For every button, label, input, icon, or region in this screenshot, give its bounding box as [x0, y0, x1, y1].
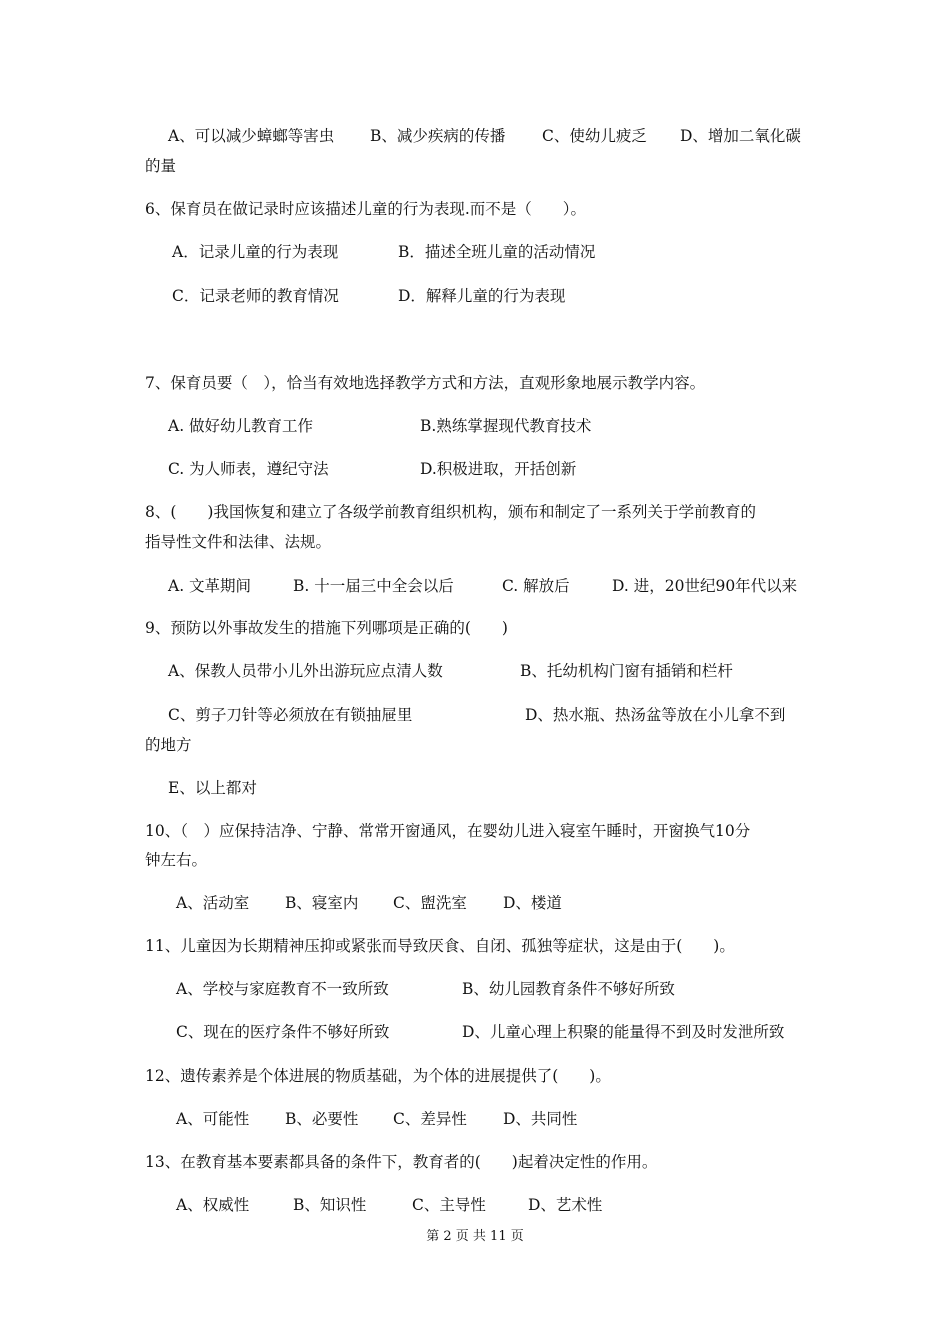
- q10-stem-line-1: 10、（ ）应保持洁净、宁静、常常开窗通风，在婴幼儿进入寝室午睡时，开窗换气10分: [145, 822, 751, 840]
- q13-option-d: D、艺术性: [528, 1196, 603, 1214]
- q12-stem: 12、遗传素养是个体进展的物质基础，为个体的进展提供了( )。: [145, 1067, 611, 1085]
- q7-option-d: D.积极进取，开括创新: [420, 460, 577, 478]
- q13-stem: 13、在教育基本要素都具备的条件下，教育者的( )起着决定性的作用。: [145, 1153, 658, 1171]
- q6-option-b: B．描述全班儿童的活动情况: [398, 243, 596, 261]
- q7-option-a: A. 做好幼儿教育工作: [168, 417, 314, 435]
- q5-option-d: D、增加二氧化碳: [680, 127, 801, 145]
- q8-stem-line-1: 8、( )我国恢复和建立了各级学前教育组织机构，颁布和制定了一系列关于学前教育的: [145, 503, 756, 521]
- q9-option-e: E、以上都对: [168, 779, 257, 797]
- q12-option-c: C、差异性: [393, 1110, 467, 1128]
- q7-option-c: C. 为人师表，遵纪守法: [168, 460, 329, 478]
- q10-option-c: C、盥洗室: [393, 894, 467, 912]
- q5-option-a: A、可以减少蟑螂等害虫: [168, 127, 335, 145]
- q10-stem-line-2: 钟左右。: [145, 851, 208, 869]
- q9-stem: 9、预防以外事故发生的措施下列哪项是正确的( ): [145, 619, 508, 637]
- q6-option-c: C．记录老师的教育情况: [172, 287, 339, 305]
- q12-option-d: D、共同性: [503, 1110, 578, 1128]
- q6-option-d: D．解释儿童的行为表现: [398, 287, 566, 305]
- q5-option-d-continuation: 的量: [145, 157, 177, 175]
- q6-option-a: A．记录儿童的行为表现: [172, 243, 339, 261]
- q6-stem: 6、保育员在做记录时应该描述儿童的行为表现.而不是（ ）。: [145, 200, 587, 218]
- q8-stem-line-2: 指导性文件和法律、法规。: [145, 533, 332, 551]
- q9-option-b: B、托幼机构门窗有插销和栏杆: [520, 662, 733, 680]
- q11-option-c: C、现在的医疗条件不够好所致: [176, 1023, 390, 1041]
- q13-option-a: A、权威性: [176, 1196, 250, 1214]
- q8-option-d: D. 进，20世纪90年代以来: [612, 577, 798, 595]
- q11-option-b: B、幼儿园教育条件不够好所致: [462, 980, 675, 998]
- q13-option-b: B、知识性: [293, 1196, 367, 1214]
- q9-option-d-continuation: 的地方: [145, 736, 192, 754]
- page-footer: 第 2 页 共 11 页: [426, 1229, 524, 1244]
- q5-option-c: C、使幼儿疲乏: [542, 127, 647, 145]
- q11-stem: 11、儿童因为长期精神压抑或紧张而导致厌食、自闭、孤独等症状，这是由于( )。: [145, 937, 735, 955]
- q9-option-c: C、剪子刀针等必须放在有锁抽屉里: [168, 706, 413, 724]
- q12-option-a: A、可能性: [176, 1110, 250, 1128]
- q10-option-a: A、活动室: [176, 894, 250, 912]
- q11-option-a: A、学校与家庭教育不一致所致: [176, 980, 389, 998]
- q9-option-a: A、保教人员带小儿外出游玩应点清人数: [168, 662, 443, 680]
- q7-option-b: B.熟练掌握现代教育技术: [420, 417, 592, 435]
- q9-option-d: D、热水瓶、热汤盆等放在小儿拿不到: [525, 706, 786, 724]
- q10-option-b: B、寝室内: [285, 894, 359, 912]
- q5-option-b: B、减少疾病的传播: [370, 127, 506, 145]
- q8-option-b: B. 十一届三中全会以后: [293, 577, 454, 595]
- q8-option-a: A. 文革期间: [168, 577, 252, 595]
- q12-option-b: B、必要性: [285, 1110, 359, 1128]
- q10-option-d: D、楼道: [503, 894, 562, 912]
- q8-option-c: C. 解放后: [502, 577, 570, 595]
- q7-stem: 7、保育员要（ ），恰当有效地选择教学方式和方法，直观形象地展示教学内容。: [145, 374, 706, 392]
- q11-option-d: D、儿童心理上积聚的能量得不到及时发泄所致: [462, 1023, 785, 1041]
- q13-option-c: C、主导性: [412, 1196, 486, 1214]
